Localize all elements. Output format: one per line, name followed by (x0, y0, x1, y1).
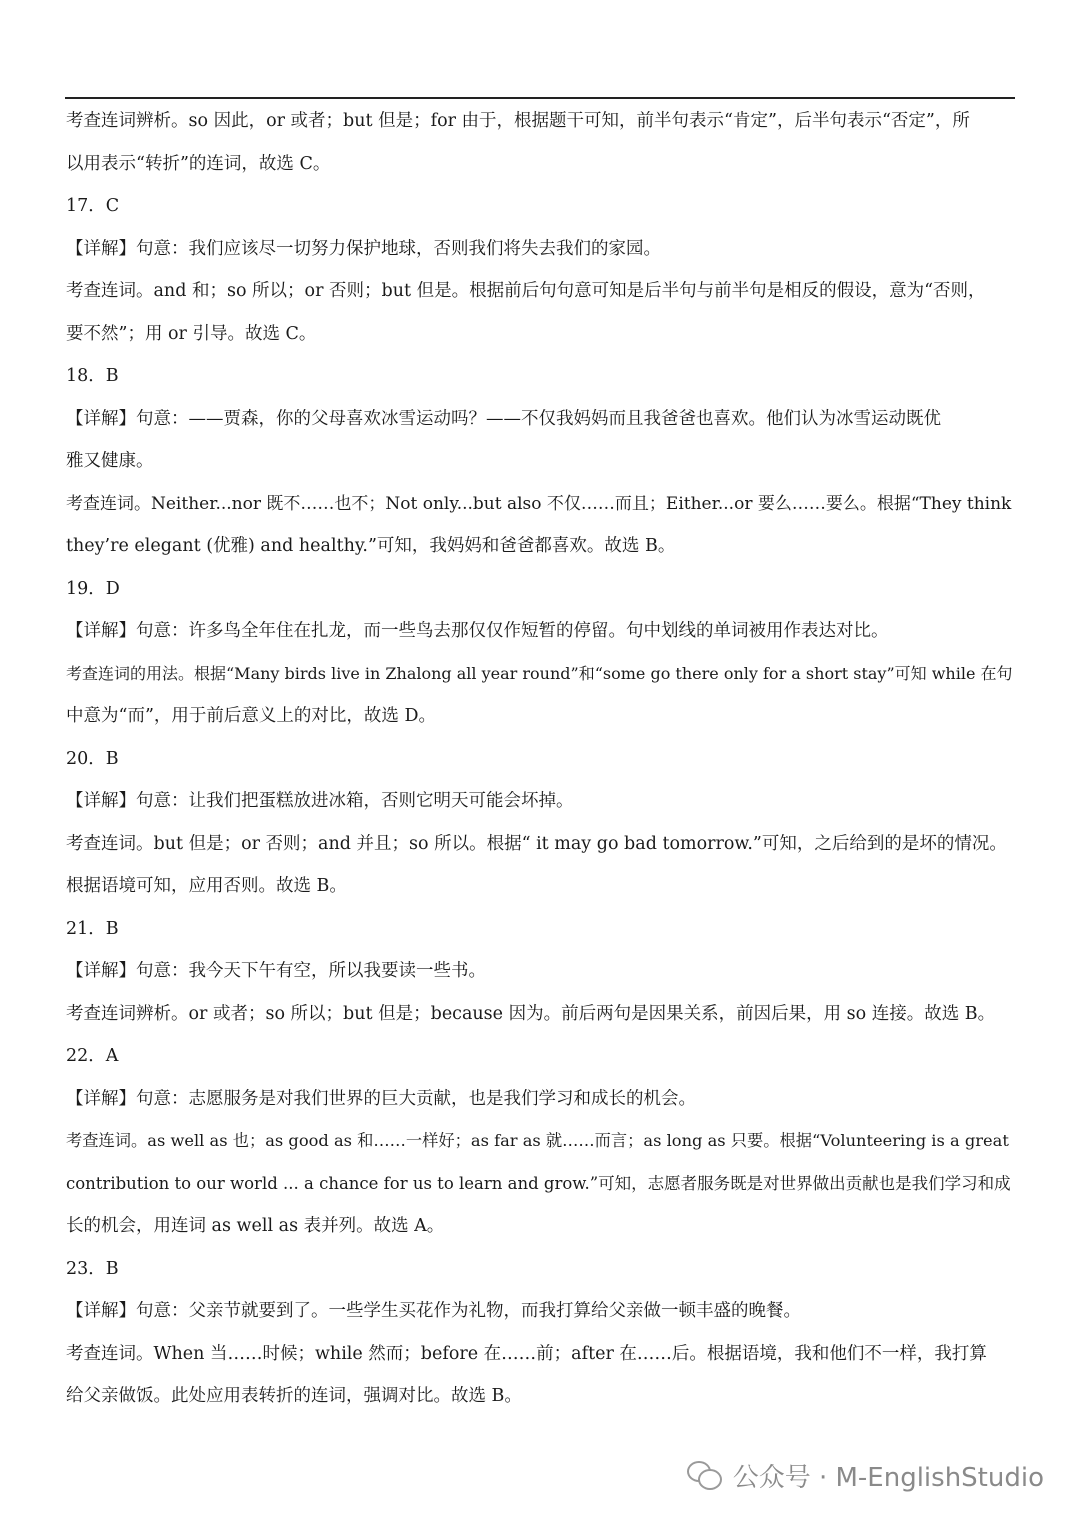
text-line: 考查连词。When 当……时候；while 然而；before 在……前；after 在……后。根据语境，我和他们不一样，我打算 (66, 1343, 987, 1364)
text-line: 考查连词。Neither...nor 既不……也不；Not only...but also 不仅……而且；Either...or 要么……要么。根据“They think (66, 493, 1012, 514)
question-number: 22．A (66, 1046, 119, 1066)
text-line: 【详解】句意：志愿服务是对我们世界的巨大贡献，也是我们学习和成长的机会。 (66, 1088, 696, 1109)
text-line: 考查连词。and 和；so 所以；or 否则；but 但是。根据前后句句意可知是后半句与前半句是相反的假设，意为“否则， (66, 281, 986, 301)
text-line: 考查连词辨析。or 或者；so 所以；but 但是；because 因为。前后两句是因果关系，前因后果，用 so 连接。故选 B。 (66, 1003, 996, 1024)
text-line: 考查连词。but 但是；or 否则；and 并且；so 所以。根据“ it may go bad tomorrow.”可知，之后给到的是坏的情况。 (66, 833, 1007, 854)
question-number: 19．D (66, 578, 120, 599)
top-rule (65, 97, 1015, 99)
text-line: 考查连词。as well as 也；as good as 和……一样好；as far as 就……而言；as long as 只要。根据“Volunteering is a great (66, 1131, 1009, 1150)
text-line: contribution to our world ... a chance for us to learn and grow.”可知，志愿者服务既是对世界做出贡献也是我们学习和成 (66, 1173, 1011, 1193)
text-line: 【详解】句意：让我们把蛋糕放进冰箱，否则它明天可能会坏掉。 (66, 791, 574, 811)
text-line: 给父亲做饭。此处应用表转折的连词，强调对比。故选 B。 (66, 1386, 522, 1406)
watermark (687, 1455, 1044, 1495)
watermark-text: 公众号 · M-EnglishStudio (732, 1462, 1044, 1493)
text-line: 【详解】句意：我们应该尽一切努力保护地球，否则我们将失去我们的家园。 (66, 238, 661, 259)
text-line: 长的机会，用连词 as well as 表并列。故选 A。 (66, 1216, 445, 1236)
text-line: 考查连词辨析。so 因此，or 或者；but 但是；for 由于，根据题干可知，前半句表示“肯定”，后半句表示“否定”，所 (66, 111, 970, 131)
text-line: 考查连词的用法。根据“Many birds live in Zhalong all year round”和“some go there only for a short stay”可知 while 在句 (66, 663, 1013, 683)
question-number: 23．B (66, 1258, 119, 1279)
question-number: 21．B (66, 918, 119, 939)
text-line: they’re elegant (优雅) and healthy.”可知，我妈妈和爸爸都喜欢。故选 B。 (66, 536, 676, 556)
question-number: 20．B (66, 748, 119, 769)
text-line: 要不然”；用 or 引导。故选 C。 (66, 323, 317, 344)
text-line: 【详解】句意：——贾森，你的父母喜欢冰雪运动吗？——不仅我妈妈而且我爸爸也喜欢。他们认为冰雪运动既优 (66, 408, 941, 429)
text-line: 【详解】句意：许多鸟全年住在扎龙，而一些鸟去那仅仅作短暂的停留。句中划线的单词被用作表达对比。 (66, 621, 889, 641)
text-line: 根据语境可知，应用否则。故选 B。 (66, 876, 347, 896)
question-number: 17．C (66, 196, 120, 216)
text-line: 雅又健康。 (66, 451, 154, 471)
text-line: 以用表示“转折”的连词，故选 C。 (66, 153, 331, 174)
text-line: 【详解】句意：父亲节就要到了。一些学生买花作为礼物，而我打算给父亲做一顿丰盛的晚餐。 (66, 1301, 801, 1321)
text-line: 【详解】句意：我今天下午有空，所以我要读一些书。 (66, 961, 486, 981)
text-line: 中意为“而”，用于前后意义上的对比，故选 D。 (66, 706, 436, 726)
wechat-icon (687, 1459, 723, 1491)
question-number: 18．B (66, 366, 119, 386)
answer-explanations (66, 100, 1016, 1418)
